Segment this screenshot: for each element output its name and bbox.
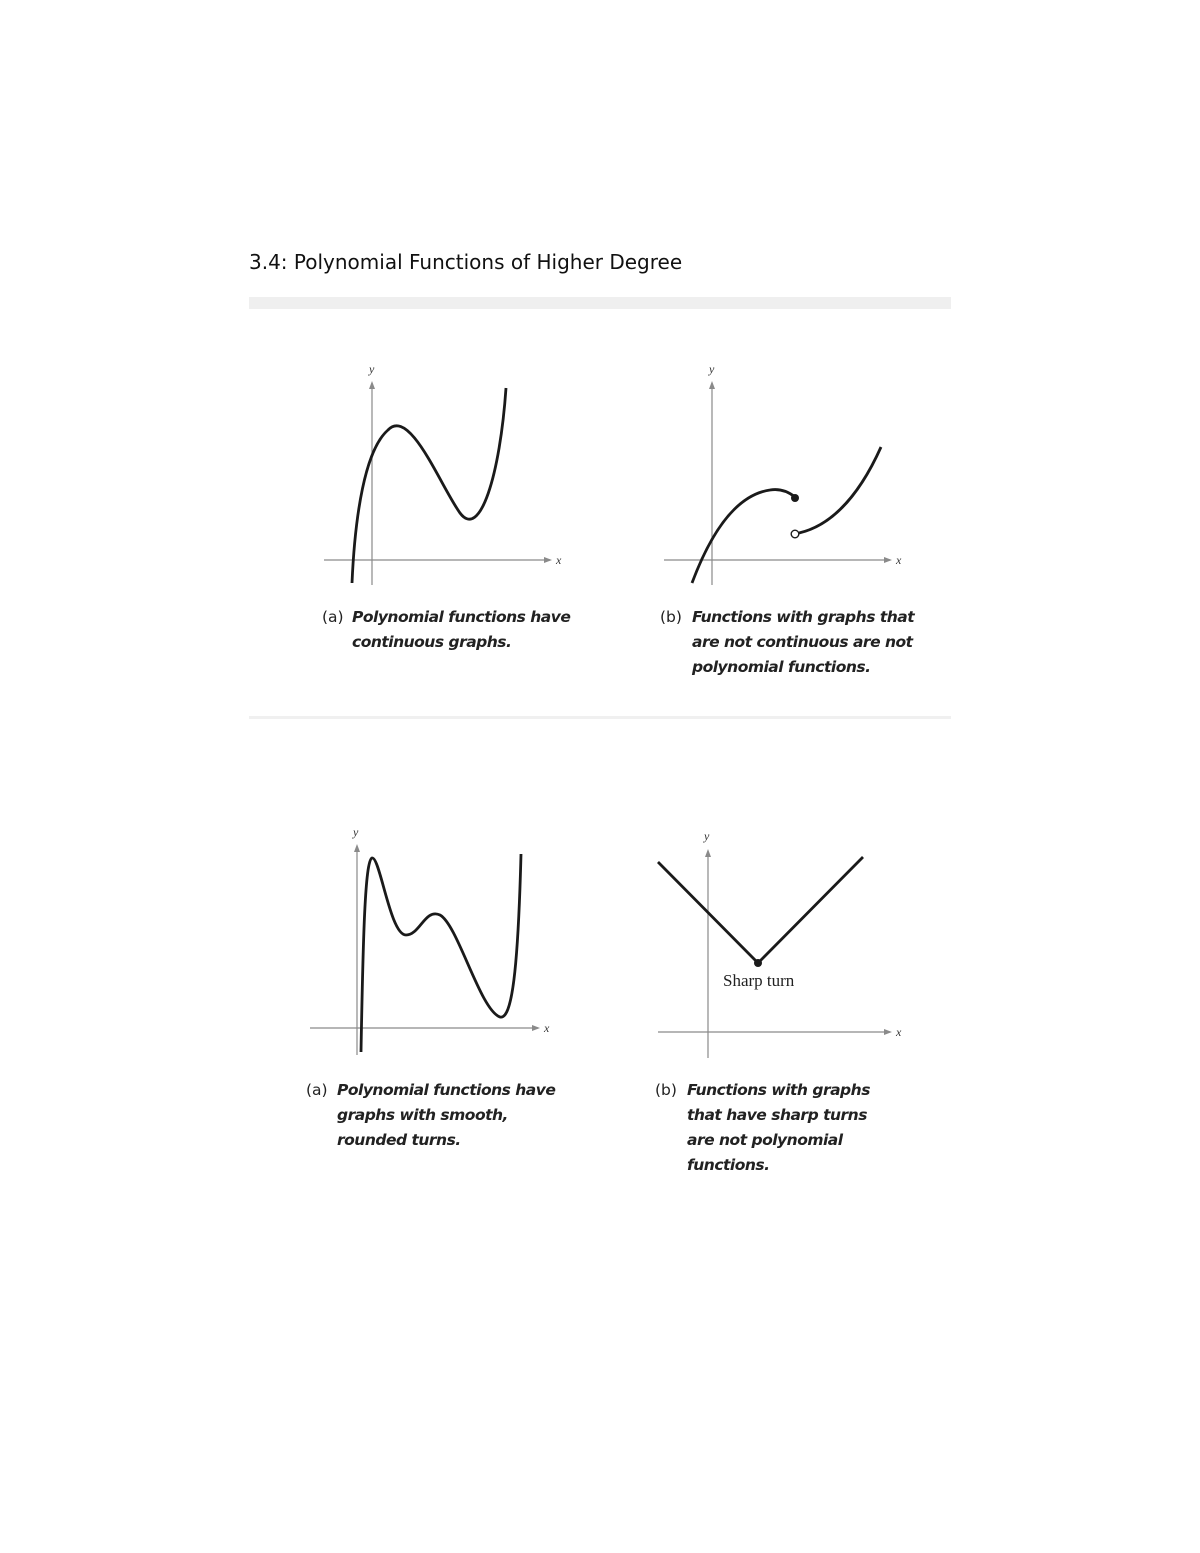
y-axis-arrow	[705, 849, 711, 857]
caption-line: that have sharp turns	[687, 1106, 867, 1124]
sharp-turn-point	[754, 959, 762, 967]
figure-tag: (a)	[306, 1081, 328, 1099]
right-curve-piece	[799, 447, 881, 533]
y-axis-label: y	[709, 362, 715, 376]
figure-1a-graph	[300, 355, 580, 595]
figure-1b-graph	[640, 355, 920, 595]
caption-line: Functions with graphs that	[692, 608, 915, 626]
figure-1a-caption	[322, 605, 582, 665]
y-axis-label: y	[704, 829, 710, 843]
x-axis-arrow	[532, 1025, 540, 1031]
polynomial-curve	[361, 854, 521, 1052]
x-axis-label: x	[544, 1021, 550, 1035]
y-axis-label: y	[353, 825, 359, 839]
absolute-value-graph	[658, 857, 863, 963]
caption-line: continuous graphs.	[352, 633, 512, 651]
header-band	[249, 297, 951, 309]
figure-tag: (b)	[660, 608, 682, 626]
figure-1b-caption	[660, 605, 940, 685]
figure-2b-graph	[640, 820, 920, 1070]
figure-2a-graph	[300, 820, 580, 1070]
x-axis-label: x	[896, 553, 902, 567]
y-axis-arrow	[354, 844, 360, 852]
figure-tag: (b)	[655, 1081, 677, 1099]
caption-line: Polynomial functions have	[352, 608, 571, 626]
caption-line: Functions with graphs	[687, 1081, 870, 1099]
caption-line: graphs with smooth,	[337, 1106, 508, 1124]
section-divider	[249, 716, 951, 719]
x-axis-arrow	[884, 1029, 892, 1035]
open-endpoint	[791, 530, 799, 538]
closed-endpoint	[791, 494, 799, 502]
caption-line: are not polynomial	[687, 1131, 843, 1149]
y-axis-arrow	[369, 381, 375, 389]
page-title: 3.4: Polynomial Functions of Higher Degree	[249, 250, 683, 274]
x-axis-arrow	[544, 557, 552, 563]
caption-line: are not continuous are not	[692, 633, 913, 651]
y-axis-arrow	[709, 381, 715, 389]
caption-line: polynomial functions.	[692, 658, 871, 676]
left-curve-piece	[692, 490, 795, 583]
x-axis-arrow	[884, 557, 892, 563]
x-axis-label: x	[896, 1025, 902, 1039]
figure-2b-caption	[655, 1078, 915, 1183]
caption-line: Polynomial functions have	[337, 1081, 556, 1099]
y-axis-label: y	[369, 362, 375, 376]
sharp-turn-label: Sharp turn	[723, 971, 795, 990]
caption-line: functions.	[687, 1156, 770, 1174]
figure-tag: (a)	[322, 608, 344, 626]
caption-line: rounded turns.	[337, 1131, 461, 1149]
x-axis-label: x	[556, 553, 562, 567]
figure-2a-caption	[306, 1078, 576, 1158]
polynomial-curve	[352, 388, 506, 583]
